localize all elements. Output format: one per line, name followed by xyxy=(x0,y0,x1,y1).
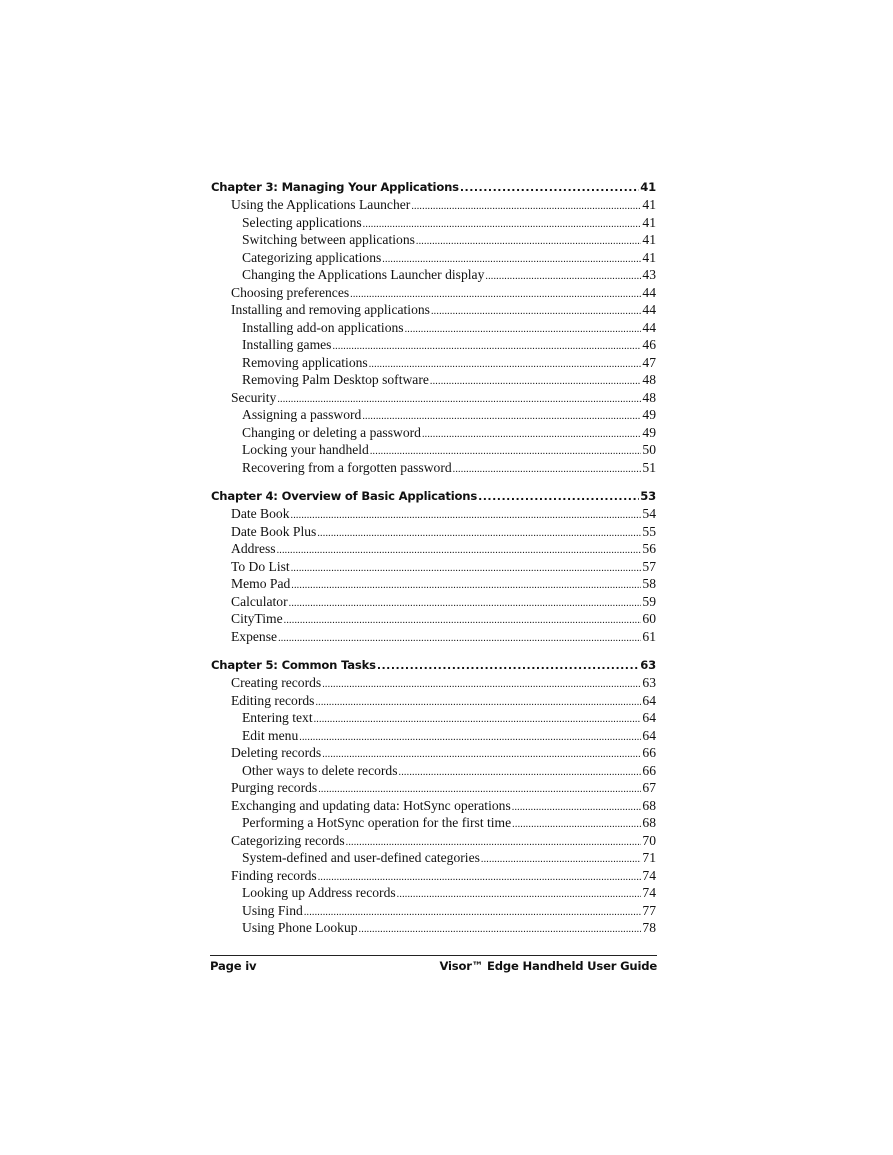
toc-entry-page-number: 44 xyxy=(642,319,656,335)
toc-entry-page-number: 64 xyxy=(642,710,656,725)
toc-entry-page-number: 71 xyxy=(642,850,656,865)
toc-entry-page-number: 44 xyxy=(642,284,656,300)
toc-entry-title: Entering text xyxy=(242,710,313,725)
toc-entry-title: Looking up Address records xyxy=(242,885,396,900)
toc-entry-title: Installing games xyxy=(242,337,332,352)
toc-entry-title: Editing records xyxy=(231,692,315,708)
toc-entry-page-number: 66 xyxy=(642,762,656,778)
toc-section-entry[interactable] xyxy=(211,692,656,710)
toc-entry-title: Installing and removing applications xyxy=(231,302,430,317)
toc-section-entry[interactable] xyxy=(211,744,656,762)
toc-subsection-entry[interactable] xyxy=(211,406,656,424)
toc-entry-page-number: 41 xyxy=(642,197,656,212)
toc-entry-page-number: 74 xyxy=(642,885,656,900)
toc-entry-page-number: 55 xyxy=(642,523,656,539)
toc-section-entry[interactable] xyxy=(211,575,656,593)
toc-entry-page-number: 50 xyxy=(642,442,656,457)
toc-entry-page-number: 41 xyxy=(642,232,656,247)
toc-entry-page-number: 68 xyxy=(642,797,656,813)
toc-subsection-entry[interactable] xyxy=(211,249,656,267)
toc-subsection-entry[interactable] xyxy=(211,354,656,372)
toc-section-entry[interactable] xyxy=(211,540,656,558)
toc-entry-title: System-defined and user-defined categories xyxy=(242,850,480,865)
toc-entry-title: Recovering from a forgotten password xyxy=(242,459,452,475)
toc-entry-page-number: 41 xyxy=(640,180,656,194)
toc-dot-leader xyxy=(359,919,642,939)
toc-entry-title: Date Book xyxy=(231,506,290,521)
toc-subsection-entry[interactable] xyxy=(211,424,656,442)
toc-section-entry[interactable] xyxy=(211,196,656,214)
toc-section-entry[interactable] xyxy=(211,628,656,646)
toc-section-entry[interactable] xyxy=(211,301,656,319)
toc-entry-title: Calculator xyxy=(231,593,288,609)
toc-dot-leader xyxy=(377,656,639,675)
toc-subsection-entry[interactable] xyxy=(211,231,656,249)
toc-entry-title: Finding records xyxy=(231,867,317,883)
toc-entry-title: Memo Pad xyxy=(231,576,291,591)
toc-entry-title: Using Phone Lookup xyxy=(242,920,358,935)
toc-entry-title: Performing a HotSync operation for the first time xyxy=(242,815,512,830)
toc-chapter-entry[interactable] xyxy=(211,656,656,674)
toc-chapter-entry[interactable] xyxy=(211,178,656,196)
toc-section-entry[interactable] xyxy=(211,674,656,692)
toc-entry-title: Chapter 3: Managing Your Applications xyxy=(211,180,459,194)
toc-entry-title: Chapter 4: Overview of Basic Applications xyxy=(211,489,478,503)
toc-section-entry[interactable] xyxy=(211,779,656,797)
toc-dot-leader xyxy=(278,628,641,648)
page-footer xyxy=(210,959,657,973)
toc-entry-page-number: 41 xyxy=(642,249,656,265)
toc-entry-title: Deleting records xyxy=(231,745,322,760)
toc-subsection-entry[interactable] xyxy=(211,814,656,832)
toc-section-entry[interactable] xyxy=(211,593,656,611)
toc-entry-page-number: 51 xyxy=(642,459,656,475)
toc-subsection-entry[interactable] xyxy=(211,371,656,389)
toc-section-entry[interactable] xyxy=(211,610,656,628)
toc-chapter-entry[interactable] xyxy=(211,487,656,505)
toc-dot-leader xyxy=(460,178,639,197)
toc-entry-title: Using the Applications Launcher xyxy=(231,197,411,212)
toc-entry-page-number: 47 xyxy=(642,354,656,370)
toc-entry-page-number: 48 xyxy=(642,389,656,405)
toc-entry-title: Switching between applications xyxy=(242,232,415,247)
toc-subsection-entry[interactable] xyxy=(211,441,656,459)
toc-entry-page-number: 57 xyxy=(642,558,656,574)
toc-entry-page-number: 49 xyxy=(642,424,656,440)
toc-entry-title: Security xyxy=(231,389,277,405)
toc-entry-title: Chapter 5: Common Tasks xyxy=(211,658,376,672)
toc-entry-title: Categorizing applications xyxy=(242,249,382,265)
toc-section-entry[interactable] xyxy=(211,832,656,850)
toc-entry-page-number: 43 xyxy=(642,267,656,282)
toc-entry-page-number: 66 xyxy=(642,745,656,760)
toc-entry-page-number: 67 xyxy=(642,780,656,795)
toc-section-entry[interactable] xyxy=(211,867,656,885)
toc-entry-page-number: 63 xyxy=(640,658,656,672)
toc-entry-title: Assigning a password xyxy=(242,407,362,422)
toc-entry-title: Removing Palm Desktop software xyxy=(242,372,429,387)
toc-subsection-entry[interactable] xyxy=(211,884,656,902)
toc-entry-page-number: 56 xyxy=(642,541,656,556)
toc-entry-page-number: 53 xyxy=(640,489,656,503)
toc-entry-page-number: 78 xyxy=(642,920,656,935)
toc-entry-title: Address xyxy=(231,541,276,556)
toc-entry-title: Expense xyxy=(231,628,278,644)
toc-entry-title: Selecting applications xyxy=(242,214,362,230)
toc-entry-title: Changing the Applications Launcher display xyxy=(242,267,485,282)
toc-subsection-entry[interactable] xyxy=(211,336,656,354)
toc-dot-leader xyxy=(478,487,639,506)
toc-section-entry[interactable] xyxy=(211,389,656,407)
toc-subsection-entry[interactable] xyxy=(211,214,656,232)
toc-entry-title: CityTime xyxy=(231,611,283,626)
table-of-contents xyxy=(211,178,656,937)
toc-section-entry[interactable] xyxy=(211,505,656,523)
toc-subsection-entry[interactable] xyxy=(211,919,656,937)
toc-subsection-entry[interactable] xyxy=(211,709,656,727)
toc-entry-page-number: 41 xyxy=(642,214,656,230)
toc-entry-title: Removing applications xyxy=(242,354,368,370)
toc-entry-title: Exchanging and updating data: HotSync operations xyxy=(231,797,511,813)
toc-entry-title: Date Book Plus xyxy=(231,523,317,539)
toc-subsection-entry[interactable] xyxy=(211,762,656,780)
footer-page-number: Page iv xyxy=(210,959,257,973)
toc-entry-title: Creating records xyxy=(231,675,322,690)
footer-divider xyxy=(210,955,657,956)
toc-entry-page-number: 60 xyxy=(642,611,656,626)
toc-entry-page-number: 59 xyxy=(642,593,656,609)
toc-entry-title: Locking your handheld xyxy=(242,442,369,457)
toc-entry-title: Installing add-on applications xyxy=(242,319,404,335)
toc-entry-title: Choosing preferences xyxy=(231,284,350,300)
toc-entry-page-number: 64 xyxy=(642,692,656,708)
toc-section-entry[interactable] xyxy=(211,797,656,815)
toc-dot-leader xyxy=(453,459,642,479)
toc-entry-page-number: 68 xyxy=(642,815,656,830)
toc-subsection-entry[interactable] xyxy=(211,849,656,867)
toc-section-entry[interactable] xyxy=(211,558,656,576)
toc-section-entry[interactable] xyxy=(211,284,656,302)
toc-entry-title: Using Find xyxy=(242,902,303,918)
toc-entry-page-number: 44 xyxy=(642,302,656,317)
toc-entry-page-number: 63 xyxy=(642,675,656,690)
toc-entry-page-number: 46 xyxy=(642,337,656,352)
toc-entry-page-number: 49 xyxy=(642,407,656,422)
toc-entry-title: Other ways to delete records xyxy=(242,762,398,778)
toc-entry-title: Purging records xyxy=(231,780,318,795)
toc-section-entry[interactable] xyxy=(211,523,656,541)
toc-entry-page-number: 54 xyxy=(642,506,656,521)
toc-entry-title: To Do List xyxy=(231,558,290,574)
toc-entry-title: Categorizing records xyxy=(231,832,345,848)
toc-entry-page-number: 64 xyxy=(642,727,656,743)
toc-entry-title: Edit menu xyxy=(242,727,299,743)
toc-subsection-entry[interactable] xyxy=(211,266,656,284)
toc-entry-title: Changing or deleting a password xyxy=(242,424,421,440)
toc-subsection-entry[interactable] xyxy=(211,902,656,920)
footer-book-title: Visor™ Edge Handheld User Guide xyxy=(439,959,657,973)
toc-entry-page-number: 61 xyxy=(642,628,656,644)
toc-entry-page-number: 77 xyxy=(642,902,656,918)
toc-subsection-entry[interactable] xyxy=(211,727,656,745)
toc-entry-page-number: 74 xyxy=(642,867,656,883)
toc-entry-page-number: 58 xyxy=(642,576,656,591)
toc-entry-page-number: 48 xyxy=(642,372,656,387)
toc-subsection-entry[interactable] xyxy=(211,459,656,477)
toc-subsection-entry[interactable] xyxy=(211,319,656,337)
toc-entry-page-number: 70 xyxy=(642,832,656,848)
